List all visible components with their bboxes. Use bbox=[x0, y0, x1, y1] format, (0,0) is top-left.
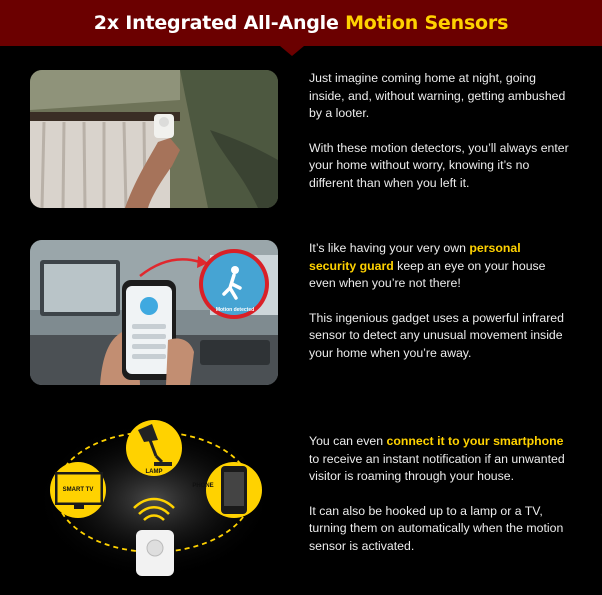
security-guard-text bbox=[309, 240, 569, 379]
sensor-install-text bbox=[309, 70, 569, 209]
phone-alert-photo bbox=[30, 240, 278, 385]
paragraph: You can even connect it to your smartphone to receive an instant notification if an unwanted visitor is roaming through your house. bbox=[309, 434, 565, 483]
paragraph: With these motion detectors, you’ll always enter your home without worry, knowing it’s no different than when you left it. bbox=[309, 140, 569, 190]
highlight-text: personal security guard bbox=[309, 241, 521, 273]
header-banner bbox=[0, 0, 602, 46]
title-highlight: Motion Sensors bbox=[345, 12, 509, 34]
paragraph: It’s like having your very own personal security guard keep an eye on your house even when you’re not there! bbox=[309, 241, 546, 290]
motion-detected-badge: Motion detected bbox=[215, 307, 255, 313]
smart-connect-text bbox=[309, 433, 569, 572]
paragraph: This ingenious gadget uses a powerful infrared sensor to detect any unusual movement inside your home when you’re away. bbox=[309, 310, 564, 360]
phone-label: PHONE bbox=[192, 483, 214, 489]
paragraph: Just imagine coming home at night, going inside, and, without warning, getting ambushed by a looter. bbox=[309, 71, 566, 120]
lamp-label: LAMP bbox=[145, 469, 163, 475]
device-connection-diagram bbox=[30, 410, 278, 585]
sensor-install-photo bbox=[30, 70, 278, 208]
banner-pointer bbox=[280, 46, 304, 56]
tv-label: SMART TV bbox=[62, 487, 94, 493]
title-prefix: 2x Integrated All-Angle bbox=[93, 12, 346, 34]
highlight-text: connect it to your smartphone bbox=[386, 434, 564, 448]
page-title bbox=[94, 12, 508, 34]
paragraph: It can also be hooked up to a lamp or a TV, turning them on automatically when the motion sensor is activated. bbox=[309, 503, 564, 553]
